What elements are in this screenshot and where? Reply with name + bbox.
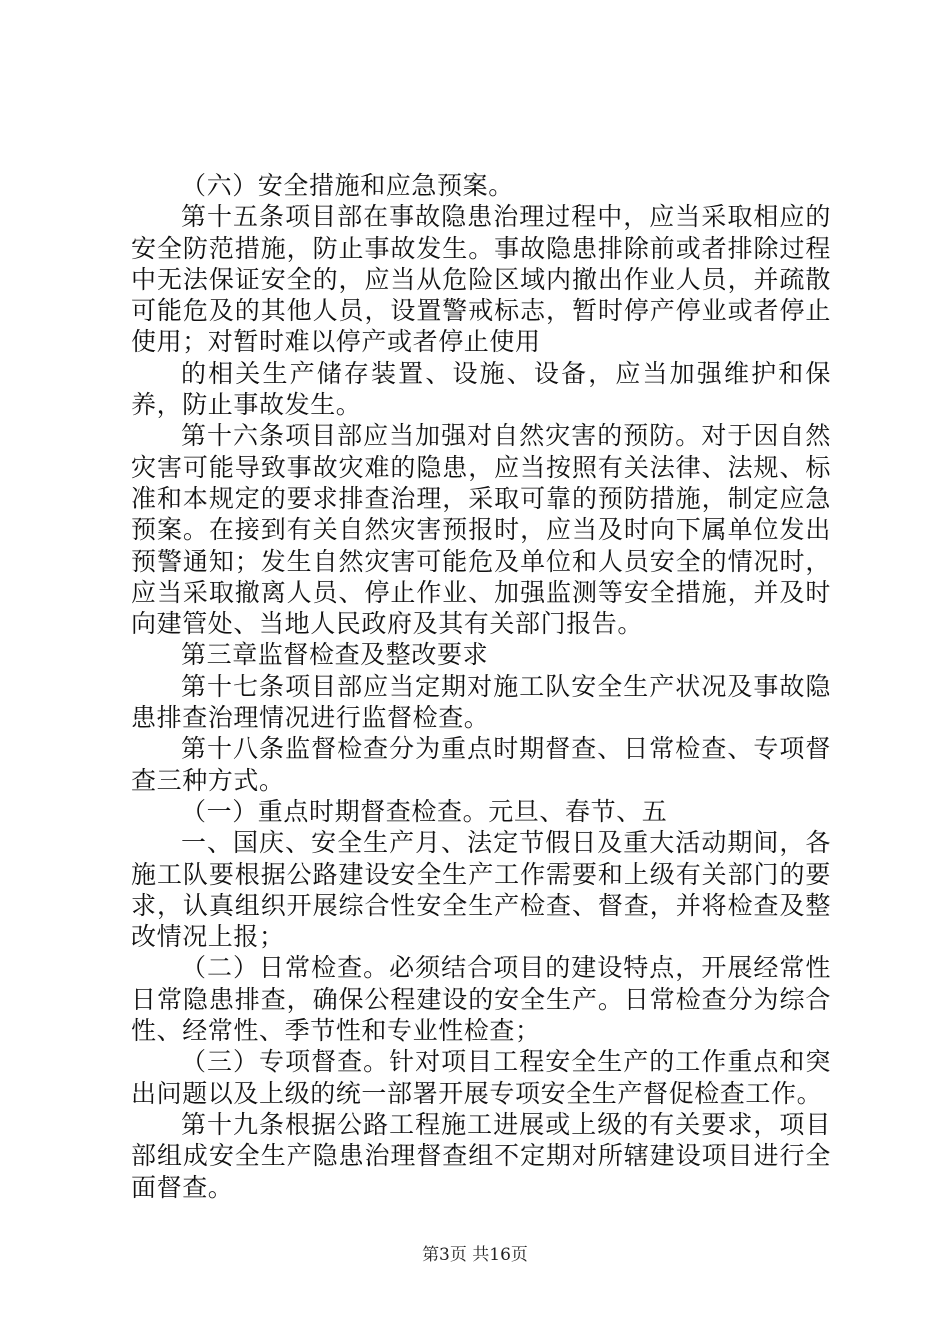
paragraph-item-two: （二）日常检查。必须结合项目的建设特点，开展经常性日常隐患排查，确保公程建设的安全生产。日常检查分为综合性、经常性、季节性和专业性检查； bbox=[131, 953, 831, 1046]
paragraph-article-17: 第十七条项目部应当定期对施工队安全生产状况及事故隐患排查治理情况进行监督检查。 bbox=[131, 671, 831, 733]
paragraph-article-15-continued: 的相关生产储存装置、设施、设备，应当加强维护和保养，防止事故发生。 bbox=[131, 358, 831, 420]
paragraph-article-18: 第十八条监督检查分为重点时期督查、日常检查、专项督查三种方式。 bbox=[131, 734, 831, 795]
page-number: 第3页 共16页 bbox=[422, 1245, 528, 1265]
chapter-heading: 第三章监督检查及整改要求 bbox=[181, 640, 489, 670]
paragraph-article-15: 第十五条项目部在事故隐患治理过程中，应当采取相应的安全防范措施，防止事故发生。事故隐患排除前或者排除过程中无法保证安全的，应当从危险区域内撤出作业人员，并疏散可能危及的其他人员，设置警戒标志，暂时停产停业或者停止使用；对暂时难以停产或者停止使用 bbox=[131, 202, 831, 357]
paragraph-article-16: 第十六条项目部应当加强对自然灾害的预防。对于因自然灾害可能导致事故灾难的隐患，应当按照有关法律、法规、标准和本规定的要求排查治理，采取可靠的预防措施，制定应急预案。在接到有关自然灾害预报时，应当及时向下属单位发出预警通知；发生自然灾害可能危及单位和人员安全的情况时，应当采取撤离人员、停止作业、加强监测等安全措施，并及时向建管处、当地人民政府及其有关部门报告。 bbox=[131, 421, 831, 639]
paragraph-item-three: （三）专项督查。针对项目工程安全生产的工作重点和突出问题以及上级的统一部署开展专项安全生产督促检查工作。 bbox=[131, 1047, 831, 1108]
document-body bbox=[131, 170, 831, 1203]
paragraph-item-one: （一）重点时期督查检查。元旦、春节、五 bbox=[181, 796, 668, 826]
paragraph-article-19: 第十九条根据公路工程施工进展或上级的有关要求，项目部组成安全生产隐患治理督查组不定期对所辖建设项目进行全面督查。 bbox=[131, 1109, 831, 1202]
paragraph-item-one-continued: 一、国庆、安全生产月、法定节假日及重大活动期间，各施工队要根据公路建设安全生产工作需要和上级有关部门的要求，认真组织开展综合性安全生产检查、督查，并将检查及整改情况上报； bbox=[131, 828, 831, 952]
paragraph-section-six: （六）安全措施和应急预案。 bbox=[181, 171, 514, 200]
